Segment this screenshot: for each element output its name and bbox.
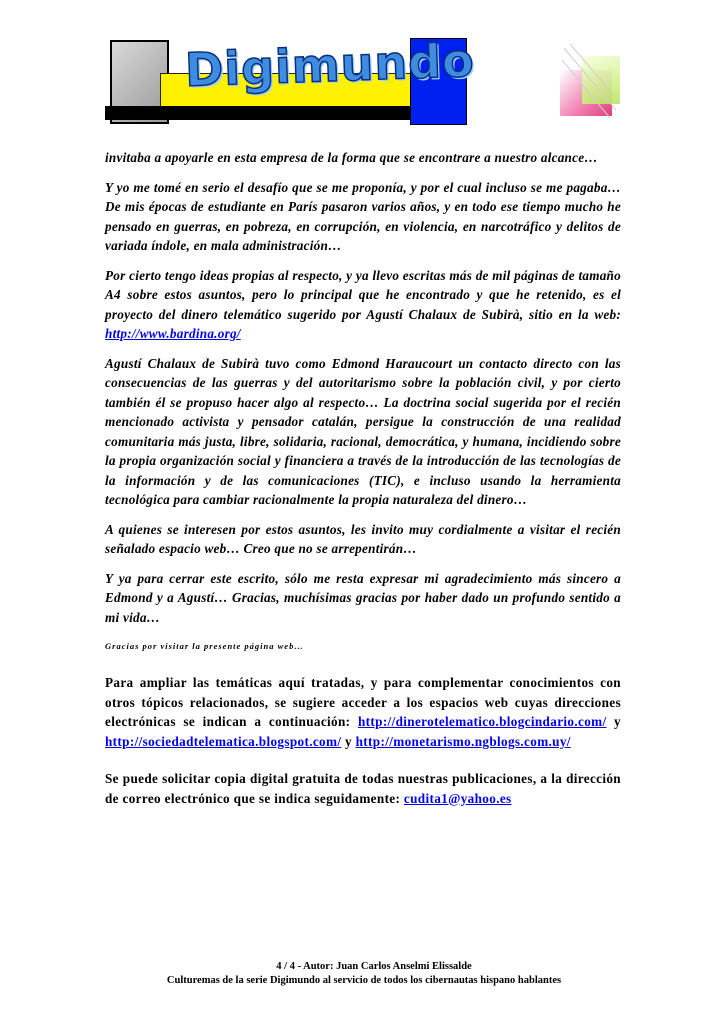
paragraph-8-text: Se puede solicitar copia digital gratuita de todas nuestras publicaciones, a la dirección de correo electrónico que se indica seguidamente: [105,771,621,806]
sociedadtelematica-link[interactable]: http://sociedadtelematica.blogspot.com/ [105,733,342,749]
email-link[interactable]: cudita1@yahoo.es [403,790,512,806]
digimundo-logo [0,0,728,130]
paragraph-4: Agustí Chalaux de Subirà tuvo como Edmond Haraucourt un contacto directo con las consecuencias de las guerras y del autoritarismo sobre la población civil, y por cierto también él se propuso hacer algo al respecto… La doctrina social sugerida por el recién mencionado activista y pensador catalán, persigue la construcción de una realidad comunitaria más justa, libre, solidaria, racional, democrática, y humana, incidiendo sobre la propia organización social y financiera a través de la introducción de las tecnologías de la información y de las comunicaciones (TIC), e incluso usando la herramienta tecnológica para cambiar racionalmente la propia naturaleza del dinero… [105,355,621,507]
paragraph-3-text: Por cierto tengo ideas propias al respecto, y ya llevo escritas más de mil páginas de tamaño A4 sobre estos asuntos, pero lo principal que he encontrado y que he retenido, es el proyecto del dinero telemático sugerido por Agustí Chalaux de Subirà, sitio en la web: [105,267,621,322]
paragraph-6: Y ya para cerrar este escrito, sólo me resta expresar mi agradecimiento más sincero a Edmond y a Agustí… Gracias, muchísimas gracias por haber dado un profundo sentido a mi vida… [105,570,621,625]
logo-title: Digimundo [184,32,476,98]
paragraph-3 [105,266,621,344]
paragraph-7-text: Para ampliar las temáticas aquí tratadas, y para complementar conocimientos con otros tópicos relacionados, se sugiere acceder a los espacios web cuyas direcciones electrónicas se indican a continuación: [105,675,621,729]
conjunction-2: y [341,733,356,749]
paragraph-1: invitaba a apoyarle en esta empresa de la forma que se encontrare a nuestro alcance… [105,150,598,165]
page-footer [0,960,728,988]
footer-series-line: Culturemas de la serie Digimundo al servicio de todos los cibernautas hispano hablantes [166,975,562,986]
monetarismo-link[interactable]: http://monetarismo.ngblogs.com.uy/ [355,733,571,749]
paragraph-8 [105,769,621,808]
thanks-note: Gracias por visitar la presente página web… [105,641,304,651]
logo-decorative-lines [560,40,620,120]
conjunction-1: y [606,714,621,729]
dinerotelematico-link[interactable]: http://dinerotelematico.blogcindario.com/ [357,714,607,729]
bardina-link[interactable]: http://www.bardina.org/ [105,326,241,341]
paragraph-5: A quienes se interesen por estos asuntos, les invito muy cordialmente a visitar el recién señalado espacio web… Creo que no se arrepentirán… [105,521,621,556]
paragraph-7 [105,673,621,751]
document-body [105,148,621,826]
footer-page-author: 4 / 4 - Autor: Juan Carlos Anselmi Elissalde [276,961,472,972]
logo-black-bar [105,106,420,120]
paragraph-2: Y yo me tomé en serio el desafío que se me proponía, y por el cual incluso se me pagaba… De mis épocas de estudiante en París pasaron varios años, y en todo ese tiempo mucho he pensado en guerras, en pobreza, en corrupción, en violencia, en narcotráfico y delitos de variada índole, en mala administración… [105,179,621,253]
